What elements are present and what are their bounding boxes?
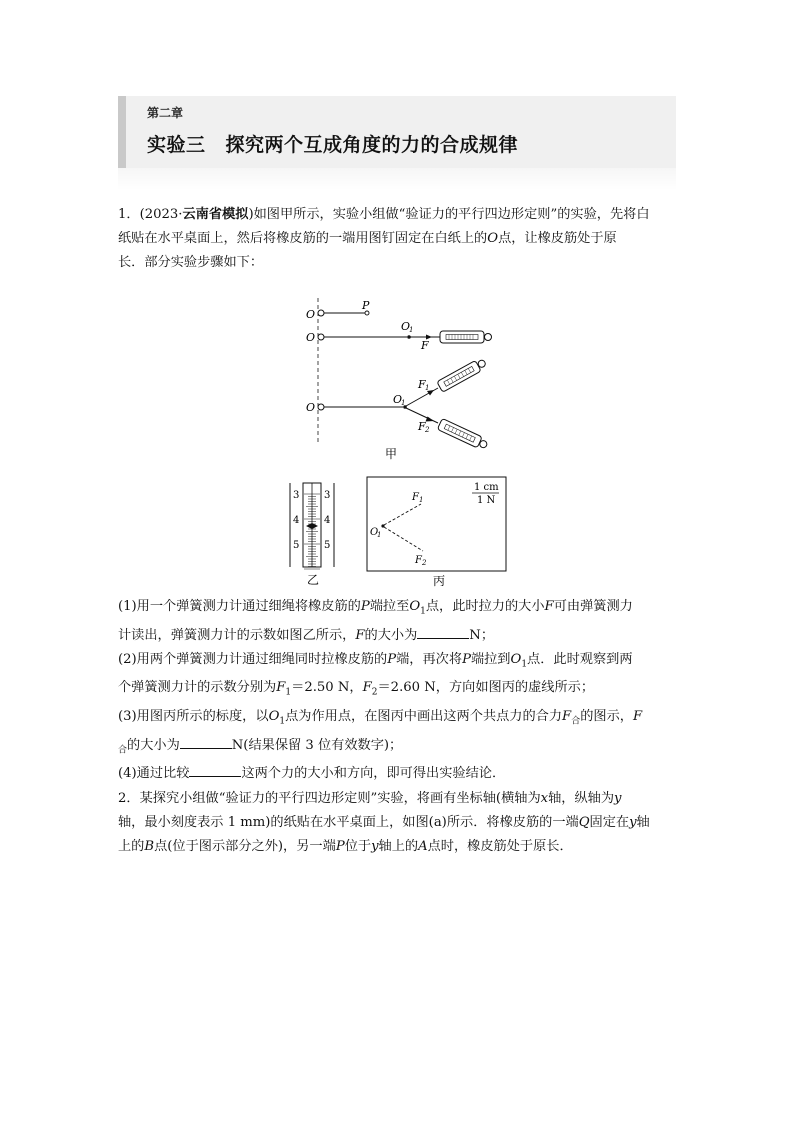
symbol-O1: O bbox=[409, 599, 421, 614]
answer-blank-compare[interactable] bbox=[189, 762, 241, 777]
q1-intro bbox=[118, 203, 678, 275]
symbol-O1: O bbox=[510, 651, 522, 667]
label-F1-sub: 1 bbox=[419, 496, 424, 504]
symbol-B: B bbox=[144, 839, 155, 854]
caption-bing: 丙 bbox=[433, 574, 446, 588]
label-O1-sub: 1 bbox=[377, 531, 382, 539]
figure-bing bbox=[366, 476, 508, 588]
spring-balance-F2 bbox=[437, 418, 489, 451]
symbol-y: y bbox=[614, 791, 622, 806]
symbol-F2: F bbox=[362, 680, 372, 696]
spring-balance-single bbox=[430, 331, 492, 343]
caption-jia: 甲 bbox=[385, 447, 398, 461]
symbol-P: P bbox=[387, 651, 397, 667]
label-F1: F bbox=[418, 378, 426, 391]
chapter-header bbox=[118, 96, 676, 168]
header-fade-strip bbox=[118, 168, 676, 190]
pin-O-top bbox=[318, 310, 324, 316]
q1-source-year: 2023· bbox=[144, 207, 183, 222]
header-accent-bar bbox=[118, 96, 126, 168]
symbol-y: y bbox=[371, 839, 379, 854]
answer-blank-F[interactable] bbox=[417, 624, 469, 639]
step-3: (3)用图丙所示的标度，以$O_1$点为作用点，在图丙中画出这两个共点力的合力$F_合$的图示，F bbox=[118, 708, 643, 727]
label-O1-sub: 1 bbox=[401, 399, 406, 407]
label-F2-sub: 2 bbox=[425, 426, 430, 434]
symbol-O: O bbox=[487, 231, 499, 246]
pin-O-mid bbox=[318, 334, 324, 340]
step-1: (1)用一个弹簧测力计通过细绳将橡皮筋的P端拉至$O_1$点，此时拉力的大小F可由弹簧测力 bbox=[118, 599, 633, 617]
symbol-F-he: F bbox=[562, 708, 572, 724]
scale-N: 1 N bbox=[477, 495, 496, 506]
step-4: (4)通过比较 这两个力的大小和方向，即可得出实验结论． bbox=[118, 762, 678, 786]
q1-number: 1．( bbox=[118, 207, 145, 222]
experiment-number: 实验三 bbox=[147, 134, 206, 156]
symbol-P: P bbox=[335, 839, 345, 854]
symbol-x: x bbox=[540, 791, 549, 806]
label-O: O bbox=[306, 401, 316, 414]
label-O1-sub: 1 bbox=[409, 326, 414, 334]
label-F2: F bbox=[415, 555, 422, 566]
label-F2-sub: 2 bbox=[422, 559, 427, 567]
figure-jia bbox=[300, 296, 500, 462]
tick-label-5-right: 5 bbox=[324, 540, 331, 551]
symbol-F1: F bbox=[276, 680, 286, 696]
symbol-F: F bbox=[355, 627, 365, 643]
symbol-P: P bbox=[462, 651, 471, 667]
tick-label-3-right: 3 bbox=[324, 490, 331, 501]
pin-O-bottom bbox=[318, 404, 324, 410]
q1-intro-line: 点，让橡皮筋处于原 bbox=[498, 231, 617, 246]
caption-yi: 乙 bbox=[307, 573, 320, 587]
scale-cm: 1 cm bbox=[474, 482, 499, 493]
q1-source: 云南省模拟 bbox=[182, 207, 249, 222]
spring-balance-F1 bbox=[437, 357, 488, 392]
step-1-cont: 计读出，弹簧测力计的示数如图乙所示，F的大小为 N； bbox=[118, 624, 678, 648]
q1-steps bbox=[118, 595, 678, 786]
label-F2: F bbox=[418, 420, 426, 433]
step-2: (2)用两个弹簧测力计通过细绳同时拉橡皮筋的P端，再次将P端拉到$O_1$点．此时观察到两 bbox=[118, 651, 633, 670]
label-O1: O bbox=[393, 393, 403, 406]
tick-label-4-right: 4 bbox=[324, 515, 331, 526]
symbol-F: F bbox=[632, 708, 643, 724]
q2-text: 2．某探究小组做“验证力的平行四边形定则”实验，将画有坐标轴(横轴为x轴，纵轴为y 轴，最小刻度表示 1 mm)的纸贴在水平桌面上，如图(a)所示．将橡皮筋的一端Q固定在y轴 上的B点(位于图示部分之外)，另一端P位于y轴上的A点时，橡皮筋处于原长． bbox=[118, 791, 650, 854]
chapter-label: 第二章 bbox=[147, 106, 184, 120]
label-O: O bbox=[306, 331, 316, 344]
figure-yi bbox=[286, 481, 346, 587]
symbol-F: F bbox=[544, 599, 554, 614]
label-F1: F bbox=[412, 492, 419, 503]
answer-blank-F-he[interactable] bbox=[180, 734, 232, 749]
label-O: O bbox=[306, 308, 316, 321]
experiment-title: 探究两个互成角度的力的合成规律 bbox=[225, 134, 519, 156]
label-O1: O bbox=[370, 527, 379, 538]
q1-intro-line: 纸贴在水平桌面上，然后将橡皮筋的一端用图钉固定在白纸上的 bbox=[118, 231, 488, 246]
symbol-y: y bbox=[629, 815, 637, 830]
symbol-P: P bbox=[360, 599, 370, 614]
page-title bbox=[147, 130, 518, 157]
tick-label-4: 4 bbox=[293, 515, 300, 526]
tick-label-3: 3 bbox=[293, 490, 300, 501]
tick-label-5: 5 bbox=[293, 540, 300, 551]
label-F: F bbox=[421, 339, 429, 352]
q1-intro-line: )如图甲所示，实验小组做“验证力的平行四边形定则”的实验，先将白 bbox=[248, 207, 650, 222]
label-F1-sub: 1 bbox=[425, 384, 430, 392]
step-2-cont: 个弹簧测力计的示数分别为$F_1=2.50$ N，$F_2=2.60$ N，方向如图丙的虚线所示； bbox=[118, 680, 595, 698]
q1-intro-line: 长．部分实验步骤如下： bbox=[118, 255, 264, 270]
symbol-Q: Q bbox=[578, 815, 590, 830]
step-3-cont: $_合$的大小为 N(结果保留 3 位有效数字)； bbox=[118, 734, 678, 763]
label-O1: O bbox=[401, 320, 411, 333]
label-P: P bbox=[362, 299, 370, 312]
symbol-A: A bbox=[418, 839, 428, 854]
symbol-O1: O bbox=[268, 708, 280, 724]
